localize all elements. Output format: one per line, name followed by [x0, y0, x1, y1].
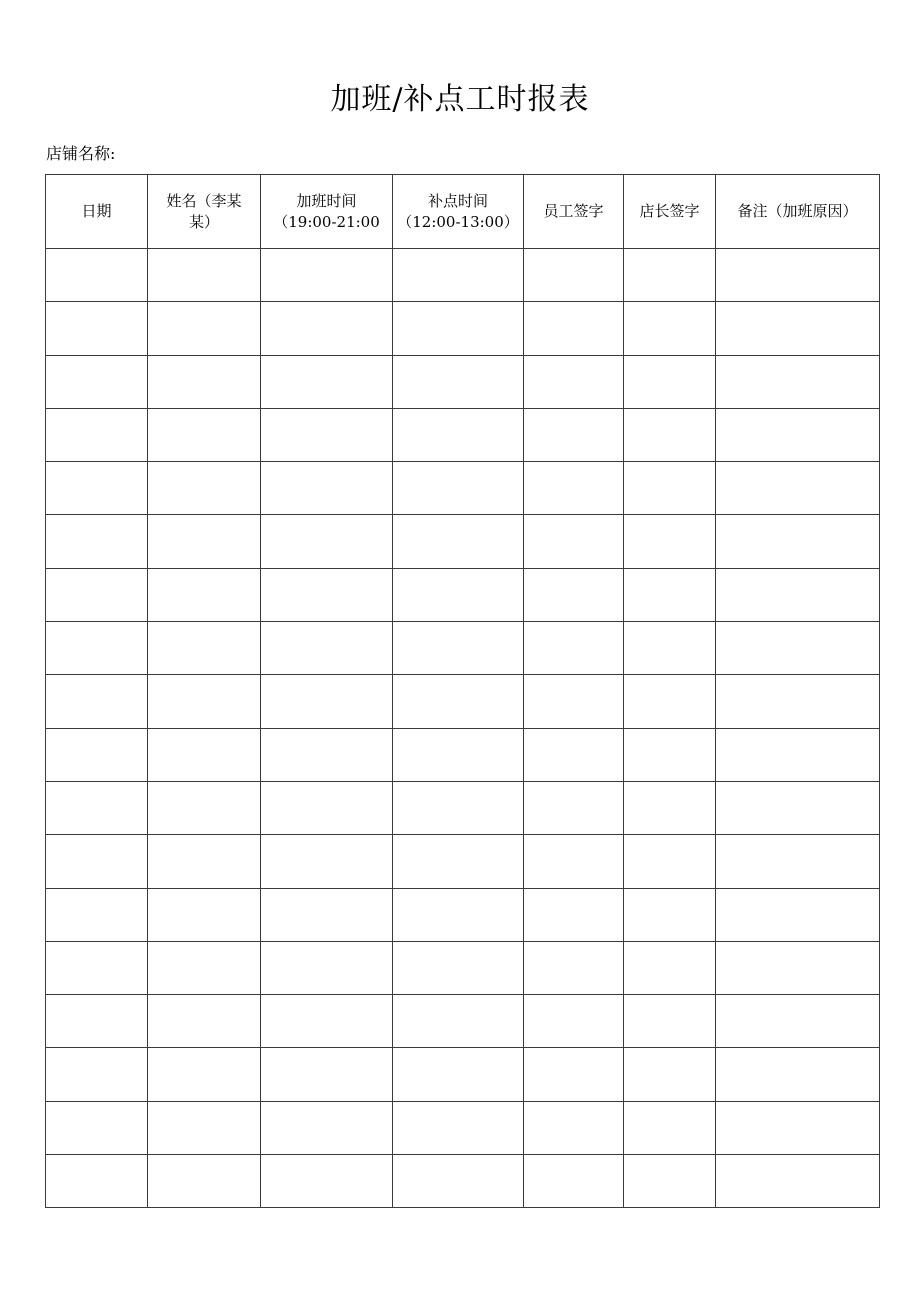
table-cell[interactable]: [46, 249, 148, 302]
header-row: [46, 175, 880, 249]
table-cell[interactable]: [261, 622, 393, 675]
table-row: [46, 728, 880, 781]
table-cell[interactable]: [46, 1155, 148, 1208]
table-cell[interactable]: [148, 835, 261, 888]
table-cell[interactable]: [393, 622, 524, 675]
table-cell[interactable]: [148, 302, 261, 355]
document-title: 加班/补点工时报表: [330, 82, 590, 117]
table-cell[interactable]: [524, 622, 624, 675]
table-cell[interactable]: [46, 995, 148, 1048]
table-row: [46, 1101, 880, 1154]
header-overtime-hours: 加班时间 （19:00-21:00: [261, 175, 393, 249]
table-cell[interactable]: [261, 249, 393, 302]
table-row: [46, 1048, 880, 1101]
table-cell[interactable]: [261, 728, 393, 781]
table-cell[interactable]: [46, 675, 148, 728]
table-cell[interactable]: [716, 249, 880, 302]
table-cell[interactable]: [46, 728, 148, 781]
table-cell[interactable]: [524, 462, 624, 515]
table-cell[interactable]: [261, 302, 393, 355]
table-cell[interactable]: [148, 728, 261, 781]
table-cell[interactable]: [524, 1048, 624, 1101]
table-cell[interactable]: [46, 781, 148, 834]
table-cell[interactable]: [393, 355, 524, 408]
table-row: [46, 568, 880, 621]
table-cell[interactable]: [261, 568, 393, 621]
table-row: [46, 888, 880, 941]
table-cell[interactable]: [261, 462, 393, 515]
table-cell[interactable]: [524, 888, 624, 941]
table-cell[interactable]: [148, 622, 261, 675]
table-cell[interactable]: [148, 995, 261, 1048]
table-cell[interactable]: [46, 1101, 148, 1154]
table-cell[interactable]: [624, 622, 716, 675]
table-cell[interactable]: [716, 1101, 880, 1154]
table-cell[interactable]: [716, 302, 880, 355]
table-cell[interactable]: [148, 462, 261, 515]
table-cell[interactable]: [261, 835, 393, 888]
table-cell[interactable]: [524, 995, 624, 1048]
table-cell[interactable]: [624, 781, 716, 834]
table-cell[interactable]: [524, 1155, 624, 1208]
table-cell[interactable]: [716, 355, 880, 408]
table-row: [46, 408, 880, 461]
table-cell[interactable]: [716, 408, 880, 461]
table-cell[interactable]: [261, 1048, 393, 1101]
table-cell[interactable]: [261, 1101, 393, 1154]
table-cell[interactable]: [524, 835, 624, 888]
table-row: [46, 249, 880, 302]
header-makeup-hours: 补点时间 （12:00-13:00）: [393, 175, 524, 249]
header-name: 姓名（李某 某）: [148, 175, 261, 249]
table-cell[interactable]: [624, 1048, 716, 1101]
table-cell[interactable]: [393, 568, 524, 621]
table-cell[interactable]: [148, 781, 261, 834]
table-cell[interactable]: [524, 1101, 624, 1154]
table-row: [46, 622, 880, 675]
table-row: [46, 675, 880, 728]
table-cell[interactable]: [148, 941, 261, 994]
table-cell[interactable]: [148, 1155, 261, 1208]
table-cell[interactable]: [624, 941, 716, 994]
table-row: [46, 302, 880, 355]
table-cell[interactable]: [716, 835, 880, 888]
table-cell[interactable]: [148, 249, 261, 302]
table-cell[interactable]: [261, 1155, 393, 1208]
table-cell[interactable]: [393, 302, 524, 355]
table-cell[interactable]: [524, 568, 624, 621]
header-remarks: 备注（加班原因）: [716, 175, 880, 249]
table-cell[interactable]: [46, 462, 148, 515]
table-row: [46, 781, 880, 834]
table-cell[interactable]: [393, 675, 524, 728]
table-cell[interactable]: [716, 568, 880, 621]
table-cell[interactable]: [46, 888, 148, 941]
table-row: [46, 941, 880, 994]
table-cell[interactable]: [624, 462, 716, 515]
table-cell[interactable]: [624, 408, 716, 461]
table-cell[interactable]: [393, 888, 524, 941]
table-cell[interactable]: [261, 995, 393, 1048]
table-cell[interactable]: [524, 249, 624, 302]
table-cell[interactable]: [716, 781, 880, 834]
table-cell[interactable]: [716, 515, 880, 568]
table-cell[interactable]: [393, 835, 524, 888]
table-cell[interactable]: [716, 1048, 880, 1101]
table-cell[interactable]: [716, 675, 880, 728]
table-cell[interactable]: [393, 462, 524, 515]
table-row: [46, 355, 880, 408]
table-row: [46, 1155, 880, 1208]
table-cell[interactable]: [524, 355, 624, 408]
table-cell[interactable]: [46, 835, 148, 888]
table-cell[interactable]: [148, 515, 261, 568]
table-cell[interactable]: [46, 302, 148, 355]
table-cell[interactable]: [46, 1048, 148, 1101]
table-cell[interactable]: [46, 515, 148, 568]
table-cell[interactable]: [393, 995, 524, 1048]
table-cell[interactable]: [261, 675, 393, 728]
table-row: [46, 995, 880, 1048]
table-cell[interactable]: [716, 622, 880, 675]
table-cell[interactable]: [716, 1155, 880, 1208]
table-cell[interactable]: [624, 1101, 716, 1154]
table-cell[interactable]: [624, 728, 716, 781]
table-cell[interactable]: [148, 355, 261, 408]
table-cell[interactable]: [261, 781, 393, 834]
table-cell[interactable]: [261, 941, 393, 994]
table-cell[interactable]: [393, 1048, 524, 1101]
table-cell[interactable]: [393, 728, 524, 781]
table-cell[interactable]: [148, 408, 261, 461]
table-cell[interactable]: [524, 941, 624, 994]
table-cell[interactable]: [716, 462, 880, 515]
table-cell[interactable]: [624, 515, 716, 568]
table-cell[interactable]: [716, 941, 880, 994]
table-cell[interactable]: [148, 1101, 261, 1154]
table-cell[interactable]: [624, 302, 716, 355]
table-cell[interactable]: [261, 408, 393, 461]
table-cell[interactable]: [393, 1101, 524, 1154]
header-date: 日期: [46, 175, 148, 249]
table-cell[interactable]: [46, 568, 148, 621]
table-cell[interactable]: [624, 888, 716, 941]
table-cell[interactable]: [393, 408, 524, 461]
table-cell[interactable]: [624, 1155, 716, 1208]
table-cell[interactable]: [624, 835, 716, 888]
table-cell[interactable]: [393, 941, 524, 994]
table-cell[interactable]: [393, 1155, 524, 1208]
table-cell[interactable]: [524, 728, 624, 781]
table-cell[interactable]: [46, 408, 148, 461]
table-cell[interactable]: [148, 1048, 261, 1101]
store-name-label: 店铺名称:: [46, 144, 116, 163]
table-cell[interactable]: [716, 995, 880, 1048]
table-cell[interactable]: [524, 302, 624, 355]
table-cell[interactable]: [261, 888, 393, 941]
table-cell[interactable]: [393, 249, 524, 302]
header-manager-signature: 店长签字: [624, 175, 716, 249]
table-cell[interactable]: [624, 995, 716, 1048]
table-cell[interactable]: [716, 888, 880, 941]
table-cell[interactable]: [148, 675, 261, 728]
table-cell[interactable]: [148, 568, 261, 621]
table-cell[interactable]: [524, 781, 624, 834]
table-body: [46, 249, 880, 1208]
table-cell[interactable]: [46, 355, 148, 408]
table-cell[interactable]: [261, 515, 393, 568]
table-cell[interactable]: [624, 568, 716, 621]
header-employee-signature: 员工签字: [524, 175, 624, 249]
table-cell[interactable]: [524, 675, 624, 728]
table-row: [46, 835, 880, 888]
table-cell[interactable]: [46, 622, 148, 675]
table-cell[interactable]: [716, 728, 880, 781]
table-cell[interactable]: [393, 781, 524, 834]
table-cell[interactable]: [524, 408, 624, 461]
overtime-table: [45, 174, 880, 1208]
table-cell[interactable]: [624, 675, 716, 728]
table-row: [46, 515, 880, 568]
table-cell[interactable]: [624, 249, 716, 302]
table-cell[interactable]: [46, 941, 148, 994]
table-row: [46, 462, 880, 515]
table-cell[interactable]: [624, 355, 716, 408]
table-cell[interactable]: [261, 355, 393, 408]
table-cell[interactable]: [524, 515, 624, 568]
table-cell[interactable]: [393, 515, 524, 568]
table-cell[interactable]: [148, 888, 261, 941]
